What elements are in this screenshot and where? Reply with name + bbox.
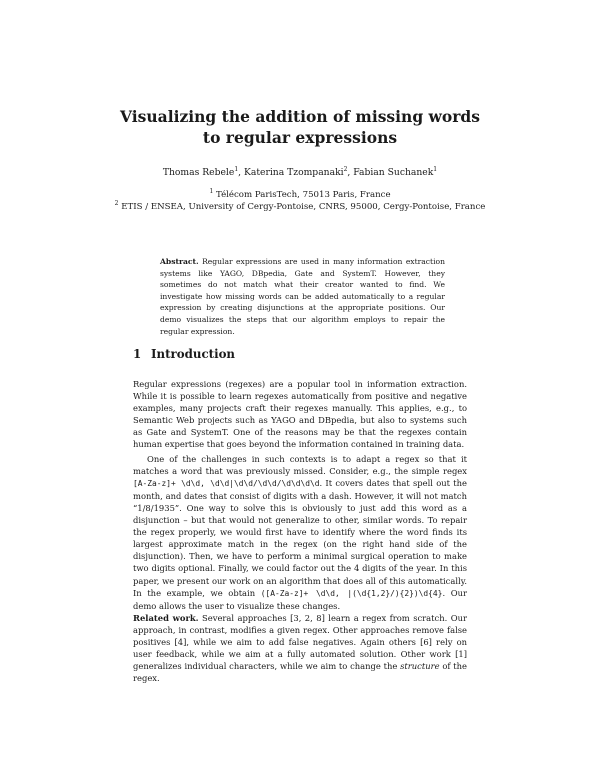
affiliation-2: [110, 197, 490, 214]
regex-example-repaired: ([A-Za-z]+ \d\d, |(\d{1,2}/){2})\d{4}: [260, 588, 443, 598]
author-name: Katerina Tzompanaki: [243, 167, 344, 179]
paragraph-3-text: of the regex.: [133, 661, 467, 684]
emphasis-structure: structure: [400, 661, 440, 672]
body-text: [133, 378, 467, 684]
paper-title: [100, 106, 500, 148]
author-list: Thomas Rebele$^1$, Katerina Tzompanaki$^2$, Fabian Suchanek$^1$: [162, 166, 438, 179]
related-work-label: Related work.: [133, 612, 199, 623]
paragraph-1: Regular expressions (regexes) are a popular tool in information extraction. While it is possible to learn regexes automatically from positive and negative examples, many projects craft their regexes manually. This applies, e.g., to Semantic Web projects such as YAGO and DBpedia, but also to systems such as Gate and SystemT. One of the reasons may be that the regexes contain human expertise that goes beyond the information contained in training data.: [133, 379, 467, 450]
author-name: Fabian Suchanek: [353, 167, 434, 179]
paragraph-3-text: Several approaches [3, 2, 8] learn a regex from scratch. Our approach, in contrast, modifies a given regex. Other approaches remove false positives [4], while we aim to add false negatives. Again others [6] rely on user feedback, while we aim at a fully automated solution. Other work [1] generalizes individual characters, while we aim to change the: [133, 612, 468, 672]
paragraph-3: [133, 612, 467, 685]
paragraph-2-text: One of the challenges in such contexts is to adapt a regex so that it matches a word that was previously missed. Consider, e.g., the simple regex: [133, 453, 467, 476]
section-number: 1: [133, 347, 142, 361]
abstract: [160, 256, 445, 337]
title-line-1: Visualizing the addition of missing words: [120, 107, 480, 126]
paragraph-2-text: . It covers dates that spell out the month, and dates that consist of digits with a dash. However, it will not match “1/8/1935”. One way to solve this is obviously to just add this word as a disjunction – but that would not generalize to other, similar words. To repair the regex properly, we would first have to identify where the word finds its largest approximate match in the regex (on the right hand side of the disjunction). Then, we have to perform a minimal surgical operation to make two digits optional. Finally, we could factor out the 4 digits of the year. In this paper, we present our work on an algorithm that does all of this automatically. In the example, we obtain: [133, 477, 467, 598]
paragraph-2: [133, 453, 467, 612]
title-line-2: to regular expressions: [202, 128, 398, 147]
affiliation-mark: 1: [209, 188, 214, 195]
section-title: Introduction: [151, 347, 236, 361]
section-heading: [133, 347, 235, 361]
author-name: Thomas Rebele: [162, 167, 235, 179]
author-affil-mark: 1: [234, 166, 239, 173]
regex-example-original: [A-Za-z]+ \d\d, \d\d|\d\d/\d\d/\d\d\d\d: [133, 478, 320, 488]
affiliation-mark: 2: [114, 200, 119, 207]
affiliation-text: ETIS / ENSEA, University of Cergy-Pontoise, CNRS, 95000, Cergy-Pontoise, France: [121, 201, 486, 212]
abstract-label: Abstract.: [160, 257, 199, 266]
affiliation-text: Télécom ParisTech, 75013 Paris, France: [216, 189, 391, 200]
paragraph-2-text: . Our demo allows the user to visualize these changes.: [133, 587, 467, 611]
author-affil-mark: 1: [433, 166, 438, 173]
author-affil-mark: 2: [343, 166, 348, 173]
abstract-text: Regular expressions are used in many information extraction systems like YAGO, DBpedia, Gate and SystemT. However, they sometimes do not match what their creator wanted to find. We investigate how missing words can be added automatically to a regular expression by creating disjunctions at the appropriate positions. Our demo visualizes the steps that our algorithm employs to repair the regular expression.: [160, 257, 445, 336]
